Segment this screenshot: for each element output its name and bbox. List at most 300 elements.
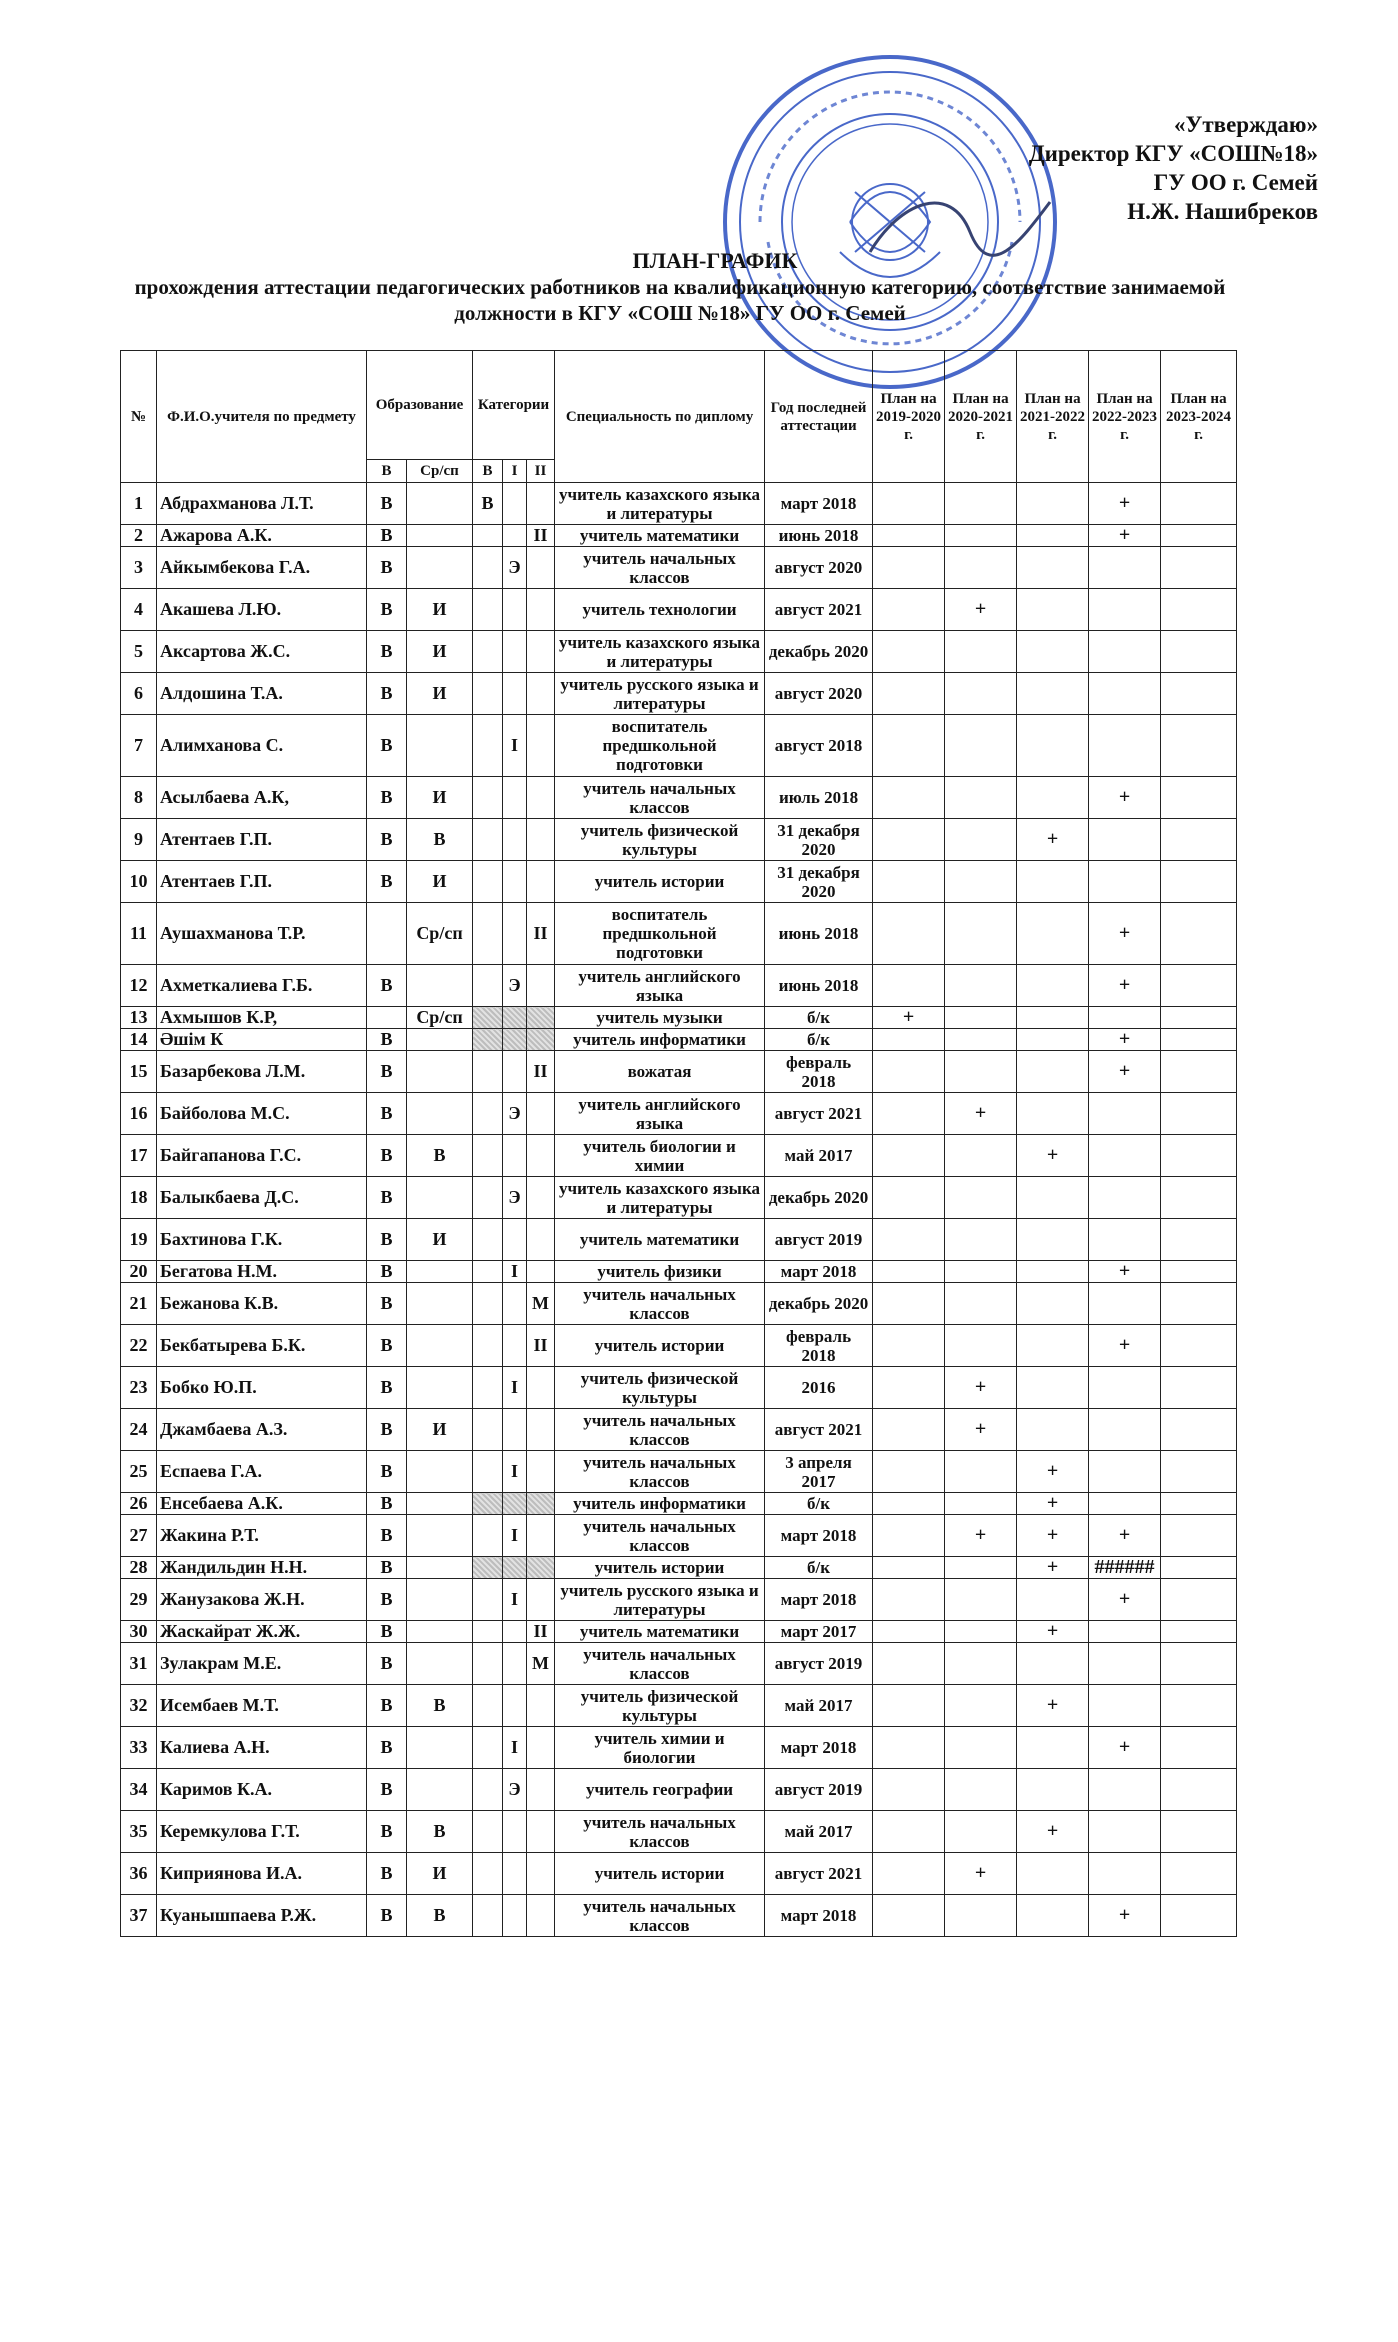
specialty-cell: учитель биологии и химии	[555, 1135, 765, 1177]
plan-2023-cell	[1161, 1769, 1237, 1811]
edu-higher-cell: В	[367, 1093, 407, 1135]
specialty-cell: учитель истории	[555, 861, 765, 903]
cat-second-cell	[527, 715, 555, 777]
edu-higher-cell: В	[367, 1051, 407, 1093]
cat-higher-cell	[473, 1409, 503, 1451]
edu-secondary-cell: В	[407, 1895, 473, 1937]
plan-2023-cell	[1161, 965, 1237, 1007]
cat-higher-cell	[473, 1007, 503, 1029]
edu-higher-cell: В	[367, 525, 407, 547]
row-number-cell: 5	[121, 631, 157, 673]
last-attestation-cell: август 2021	[765, 1409, 873, 1451]
plan-2021-cell	[1017, 1051, 1089, 1093]
plan-2021-cell	[1017, 715, 1089, 777]
plan-2021-cell	[1017, 777, 1089, 819]
table-row	[121, 777, 1237, 819]
teacher-name-cell: Исембаев М.Т.	[157, 1685, 367, 1727]
table-row	[121, 1685, 1237, 1727]
row-number-cell: 1	[121, 483, 157, 525]
header-category: Категории	[473, 351, 555, 460]
cat-first-cell: Э	[503, 1177, 527, 1219]
row-number-cell: 24	[121, 1409, 157, 1451]
cat-higher-cell	[473, 1177, 503, 1219]
edu-higher-cell: В	[367, 1579, 407, 1621]
cat-higher-cell	[473, 1853, 503, 1895]
cat-second-cell	[527, 1853, 555, 1895]
plan-2021-cell: +	[1017, 1451, 1089, 1493]
plan-2023-cell	[1161, 819, 1237, 861]
edu-higher-cell	[367, 903, 407, 965]
plan-2023-cell	[1161, 1643, 1237, 1685]
cat-first-cell: Э	[503, 965, 527, 1007]
plan-2020-cell	[945, 525, 1017, 547]
plan-2021-cell	[1017, 1093, 1089, 1135]
teacher-name-cell: Балыкбаева Д.С.	[157, 1177, 367, 1219]
plan-2022-cell: +	[1089, 1727, 1161, 1769]
edu-secondary-cell: И	[407, 1853, 473, 1895]
attestation-table	[120, 350, 1237, 1937]
row-number-cell: 9	[121, 819, 157, 861]
specialty-cell: учитель начальных классов	[555, 1283, 765, 1325]
plan-2021-cell: +	[1017, 1621, 1089, 1643]
plan-2020-cell	[945, 1325, 1017, 1367]
specialty-cell: учитель английского языка	[555, 1093, 765, 1135]
last-attestation-cell: май 2017	[765, 1811, 873, 1853]
plan-2022-cell	[1089, 1811, 1161, 1853]
edu-secondary-cell: В	[407, 1135, 473, 1177]
plan-2019-cell	[873, 589, 945, 631]
table-row	[121, 1325, 1237, 1367]
plan-2019-cell	[873, 1769, 945, 1811]
edu-secondary-cell	[407, 1051, 473, 1093]
teacher-name-cell: Ажарова А.К.	[157, 525, 367, 547]
cat-first-cell	[503, 1557, 527, 1579]
plan-2019-cell	[873, 861, 945, 903]
cat-second-cell	[527, 1409, 555, 1451]
table-row	[121, 525, 1237, 547]
cat-first-cell	[503, 1325, 527, 1367]
edu-higher-cell: В	[367, 1219, 407, 1261]
plan-2021-cell	[1017, 1367, 1089, 1409]
plan-2019-cell	[873, 1219, 945, 1261]
edu-higher-cell: В	[367, 1367, 407, 1409]
plan-2022-cell	[1089, 819, 1161, 861]
table-row	[121, 483, 1237, 525]
plan-2023-cell	[1161, 589, 1237, 631]
plan-2021-cell	[1017, 673, 1089, 715]
edu-higher-cell	[367, 1007, 407, 1029]
edu-secondary-cell	[407, 1367, 473, 1409]
plan-2020-cell	[945, 1895, 1017, 1937]
teacher-name-cell: Алдошина Т.А.	[157, 673, 367, 715]
plan-2020-cell	[945, 861, 1017, 903]
teacher-name-cell: Джамбаева А.З.	[157, 1409, 367, 1451]
plan-2019-cell	[873, 1283, 945, 1325]
plan-2022-cell	[1089, 673, 1161, 715]
last-attestation-cell: 2016	[765, 1367, 873, 1409]
cat-first-cell	[503, 525, 527, 547]
last-attestation-cell: б/к	[765, 1557, 873, 1579]
row-number-cell: 12	[121, 965, 157, 1007]
edu-higher-cell: В	[367, 715, 407, 777]
cat-first-cell	[503, 903, 527, 965]
plan-2020-cell	[945, 1811, 1017, 1853]
plan-2021-cell	[1017, 483, 1089, 525]
specialty-cell: учитель начальных классов	[555, 1811, 765, 1853]
plan-2023-cell	[1161, 1007, 1237, 1029]
plan-2022-cell: +	[1089, 1261, 1161, 1283]
table-row	[121, 1493, 1237, 1515]
row-number-cell: 20	[121, 1261, 157, 1283]
last-attestation-cell: 31 декабря 2020	[765, 861, 873, 903]
plan-2022-cell	[1089, 1493, 1161, 1515]
plan-2021-cell	[1017, 965, 1089, 1007]
cat-second-cell	[527, 1367, 555, 1409]
plan-2022-cell: ######	[1089, 1557, 1161, 1579]
table-row	[121, 1451, 1237, 1493]
edu-higher-cell: В	[367, 965, 407, 1007]
plan-2020-cell	[945, 547, 1017, 589]
table-row	[121, 1051, 1237, 1093]
teacher-name-cell: Жанузакова Ж.Н.	[157, 1579, 367, 1621]
row-number-cell: 33	[121, 1727, 157, 1769]
specialty-cell: учитель информатики	[555, 1493, 765, 1515]
last-attestation-cell: 31 декабря 2020	[765, 819, 873, 861]
last-attestation-cell: август 2019	[765, 1219, 873, 1261]
last-attestation-cell: март 2018	[765, 1515, 873, 1557]
cat-second-cell	[527, 1493, 555, 1515]
table-row	[121, 631, 1237, 673]
plan-2021-cell	[1017, 1643, 1089, 1685]
table-row	[121, 1283, 1237, 1325]
table-row	[121, 903, 1237, 965]
table-row	[121, 965, 1237, 1007]
last-attestation-cell: май 2017	[765, 1685, 873, 1727]
plan-2022-cell: +	[1089, 525, 1161, 547]
row-number-cell: 13	[121, 1007, 157, 1029]
cat-higher-cell	[473, 1769, 503, 1811]
teacher-name-cell: Калиева А.Н.	[157, 1727, 367, 1769]
plan-2019-cell	[873, 1177, 945, 1219]
plan-2022-cell: +	[1089, 1029, 1161, 1051]
last-attestation-cell: август 2021	[765, 1093, 873, 1135]
last-attestation-cell: март 2018	[765, 1895, 873, 1937]
plan-2019-cell	[873, 1557, 945, 1579]
last-attestation-cell: февраль 2018	[765, 1051, 873, 1093]
table-row	[121, 715, 1237, 777]
plan-2019-cell: +	[873, 1007, 945, 1029]
edu-higher-cell: В	[367, 631, 407, 673]
plan-2020-cell	[945, 1283, 1017, 1325]
edu-higher-cell: В	[367, 1451, 407, 1493]
row-number-cell: 22	[121, 1325, 157, 1367]
last-attestation-cell: декабрь 2020	[765, 631, 873, 673]
edu-secondary-cell	[407, 1557, 473, 1579]
last-attestation-cell: август 2019	[765, 1643, 873, 1685]
plan-2020-cell	[945, 631, 1017, 673]
specialty-cell: учитель начальных классов	[555, 547, 765, 589]
plan-2020-cell	[945, 1643, 1017, 1685]
cat-second-cell: II	[527, 525, 555, 547]
edu-secondary-cell	[407, 1261, 473, 1283]
specialty-cell: воспитатель предшкольной подготовки	[555, 903, 765, 965]
cat-second-cell	[527, 965, 555, 1007]
plan-2022-cell	[1089, 1367, 1161, 1409]
cat-higher-cell	[473, 589, 503, 631]
plan-2023-cell	[1161, 777, 1237, 819]
edu-secondary-cell	[407, 1621, 473, 1643]
edu-higher-cell: В	[367, 1515, 407, 1557]
row-number-cell: 16	[121, 1093, 157, 1135]
plan-2019-cell	[873, 1093, 945, 1135]
specialty-cell: учитель истории	[555, 1325, 765, 1367]
row-number-cell: 21	[121, 1283, 157, 1325]
specialty-cell: учитель химии и биологии	[555, 1727, 765, 1769]
plan-2023-cell	[1161, 547, 1237, 589]
table-row	[121, 1557, 1237, 1579]
last-attestation-cell: июнь 2018	[765, 903, 873, 965]
row-number-cell: 17	[121, 1135, 157, 1177]
cat-second-cell	[527, 1029, 555, 1051]
plan-2021-cell: +	[1017, 1135, 1089, 1177]
edu-secondary-cell	[407, 1325, 473, 1367]
cat-second-cell	[527, 1007, 555, 1029]
plan-2019-cell	[873, 1409, 945, 1451]
teacher-name-cell: Киприянова И.А.	[157, 1853, 367, 1895]
plan-2022-cell	[1089, 1621, 1161, 1643]
plan-2020-cell: +	[945, 1515, 1017, 1557]
edu-higher-cell: В	[367, 1135, 407, 1177]
plan-2020-cell: +	[945, 1409, 1017, 1451]
edu-higher-cell: В	[367, 1325, 407, 1367]
plan-2021-cell	[1017, 1895, 1089, 1937]
cat-higher-cell	[473, 525, 503, 547]
plan-2022-cell: +	[1089, 903, 1161, 965]
cat-first-cell: Э	[503, 1093, 527, 1135]
plan-2022-cell	[1089, 1093, 1161, 1135]
last-attestation-cell: б/к	[765, 1029, 873, 1051]
cat-second-cell	[527, 1177, 555, 1219]
plan-2019-cell	[873, 715, 945, 777]
row-number-cell: 25	[121, 1451, 157, 1493]
plan-2020-cell	[945, 777, 1017, 819]
approval-block	[1029, 110, 1318, 226]
document-title	[130, 248, 1230, 326]
edu-higher-cell: В	[367, 777, 407, 819]
plan-2019-cell	[873, 1325, 945, 1367]
teacher-name-cell: Зулакрам М.Е.	[157, 1643, 367, 1685]
edu-higher-cell: В	[367, 1727, 407, 1769]
cat-first-cell: Э	[503, 547, 527, 589]
plan-2023-cell	[1161, 1283, 1237, 1325]
plan-2022-cell	[1089, 589, 1161, 631]
header-plan-2020: План на 2020-2021 г.	[945, 351, 1017, 483]
specialty-cell: учитель начальных классов	[555, 1643, 765, 1685]
row-number-cell: 3	[121, 547, 157, 589]
table-row	[121, 1007, 1237, 1029]
last-attestation-cell: июнь 2018	[765, 965, 873, 1007]
edu-higher-cell: В	[367, 589, 407, 631]
last-attestation-cell: август 2018	[765, 715, 873, 777]
plan-2020-cell: +	[945, 589, 1017, 631]
plan-2019-cell	[873, 777, 945, 819]
approval-heading: «Утверждаю»	[1174, 112, 1318, 137]
cat-second-cell	[527, 777, 555, 819]
plan-2019-cell	[873, 1051, 945, 1093]
teacher-name-cell: Ахметкалиева Г.Б.	[157, 965, 367, 1007]
edu-secondary-cell	[407, 1093, 473, 1135]
plan-2020-cell	[945, 1007, 1017, 1029]
plan-2019-cell	[873, 1029, 945, 1051]
row-number-cell: 30	[121, 1621, 157, 1643]
specialty-cell: учитель физической культуры	[555, 1367, 765, 1409]
cat-higher-cell	[473, 1093, 503, 1135]
cat-first-cell	[503, 1895, 527, 1937]
row-number-cell: 35	[121, 1811, 157, 1853]
plan-2019-cell	[873, 965, 945, 1007]
table-row	[121, 1643, 1237, 1685]
edu-secondary-cell	[407, 1451, 473, 1493]
plan-2023-cell	[1161, 1493, 1237, 1515]
cat-second-cell	[527, 1219, 555, 1261]
table-row	[121, 1727, 1237, 1769]
plan-2023-cell	[1161, 1557, 1237, 1579]
plan-2023-cell	[1161, 903, 1237, 965]
cat-second-cell	[527, 1261, 555, 1283]
plan-2023-cell	[1161, 1409, 1237, 1451]
last-attestation-cell: б/к	[765, 1493, 873, 1515]
plan-2020-cell	[945, 1579, 1017, 1621]
plan-2022-cell	[1089, 1219, 1161, 1261]
cat-higher-cell	[473, 1261, 503, 1283]
edu-secondary-cell	[407, 1493, 473, 1515]
cat-second-cell	[527, 547, 555, 589]
specialty-cell: учитель русского языка и литературы	[555, 1579, 765, 1621]
edu-secondary-cell	[407, 1643, 473, 1685]
teacher-name-cell: Аушахманова Т.Р.	[157, 903, 367, 965]
table-row	[121, 1029, 1237, 1051]
teacher-name-cell: Асылбаева А.К,	[157, 777, 367, 819]
plan-2021-cell	[1017, 1219, 1089, 1261]
plan-2021-cell	[1017, 861, 1089, 903]
plan-2019-cell	[873, 483, 945, 525]
plan-2023-cell	[1161, 1853, 1237, 1895]
teacher-name-cell: Куанышпаева Р.Ж.	[157, 1895, 367, 1937]
plan-2023-cell	[1161, 1811, 1237, 1853]
edu-higher-cell: В	[367, 483, 407, 525]
cat-higher-cell	[473, 1051, 503, 1093]
specialty-cell: учитель физики	[555, 1261, 765, 1283]
last-attestation-cell: август 2020	[765, 547, 873, 589]
cat-second-cell	[527, 1769, 555, 1811]
plan-2019-cell	[873, 1579, 945, 1621]
edu-secondary-cell	[407, 483, 473, 525]
cat-second-cell	[527, 819, 555, 861]
plan-2021-cell: +	[1017, 1557, 1089, 1579]
last-attestation-cell: март 2017	[765, 1621, 873, 1643]
cat-higher-cell: В	[473, 483, 503, 525]
row-number-cell: 26	[121, 1493, 157, 1515]
cat-first-cell	[503, 1853, 527, 1895]
edu-secondary-cell	[407, 1029, 473, 1051]
table-row	[121, 673, 1237, 715]
title-subtitle-line2: должности в КГУ «СОШ №18» ГУ ОО г. Семей	[454, 301, 906, 325]
plan-2022-cell: +	[1089, 1895, 1161, 1937]
edu-secondary-cell	[407, 525, 473, 547]
title-main: ПЛАН-ГРАФИК	[632, 248, 798, 273]
last-attestation-cell: 3 апреля 2017	[765, 1451, 873, 1493]
row-number-cell: 37	[121, 1895, 157, 1937]
specialty-cell: учитель английского языка	[555, 965, 765, 1007]
last-attestation-cell: август 2020	[765, 673, 873, 715]
cat-first-cell	[503, 1135, 527, 1177]
table-row	[121, 1177, 1237, 1219]
plan-2023-cell	[1161, 1685, 1237, 1727]
row-number-cell: 11	[121, 903, 157, 965]
teacher-name-cell: Атентаев Г.П.	[157, 861, 367, 903]
subheader-edu-secondary: Ср/сп	[407, 460, 473, 483]
plan-2021-cell	[1017, 1283, 1089, 1325]
plan-2023-cell	[1161, 1135, 1237, 1177]
plan-2021-cell: +	[1017, 1515, 1089, 1557]
table-row	[121, 1367, 1237, 1409]
cat-first-cell	[503, 1029, 527, 1051]
teacher-name-cell: Базарбекова Л.М.	[157, 1051, 367, 1093]
official-seal-icon	[720, 52, 1060, 392]
plan-2023-cell	[1161, 483, 1237, 525]
plan-2022-cell: +	[1089, 965, 1161, 1007]
plan-2019-cell	[873, 1261, 945, 1283]
table-row	[121, 1093, 1237, 1135]
cat-second-cell	[527, 1515, 555, 1557]
last-attestation-cell: март 2018	[765, 483, 873, 525]
last-attestation-cell: декабрь 2020	[765, 1177, 873, 1219]
cat-second-cell	[527, 483, 555, 525]
cat-higher-cell	[473, 1029, 503, 1051]
specialty-cell: воспитатель предшкольной подготовки	[555, 715, 765, 777]
edu-higher-cell: В	[367, 1409, 407, 1451]
plan-2020-cell	[945, 1219, 1017, 1261]
plan-2022-cell	[1089, 1283, 1161, 1325]
plan-2021-cell: +	[1017, 1685, 1089, 1727]
plan-2021-cell	[1017, 631, 1089, 673]
plan-2019-cell	[873, 1685, 945, 1727]
cat-higher-cell	[473, 1579, 503, 1621]
plan-2021-cell	[1017, 1177, 1089, 1219]
cat-higher-cell	[473, 1325, 503, 1367]
cat-first-cell	[503, 1643, 527, 1685]
edu-secondary-cell: И	[407, 1219, 473, 1261]
specialty-cell: учитель истории	[555, 1557, 765, 1579]
header-plan-2021: План на 2021-2022 г.	[1017, 351, 1089, 483]
teacher-name-cell: Бобко Ю.П.	[157, 1367, 367, 1409]
edu-higher-cell: В	[367, 819, 407, 861]
specialty-cell: учитель начальных классов	[555, 777, 765, 819]
cat-first-cell: I	[503, 1367, 527, 1409]
plan-2019-cell	[873, 631, 945, 673]
cat-higher-cell	[473, 631, 503, 673]
teacher-name-cell: Аксартова Ж.С.	[157, 631, 367, 673]
teacher-name-cell: Байболова М.С.	[157, 1093, 367, 1135]
cat-second-cell	[527, 1895, 555, 1937]
plan-2023-cell	[1161, 1029, 1237, 1051]
plan-2020-cell	[945, 903, 1017, 965]
edu-secondary-cell	[407, 1283, 473, 1325]
specialty-cell: учитель географии	[555, 1769, 765, 1811]
header-num: №	[121, 351, 157, 483]
row-number-cell: 6	[121, 673, 157, 715]
cat-higher-cell	[473, 1727, 503, 1769]
